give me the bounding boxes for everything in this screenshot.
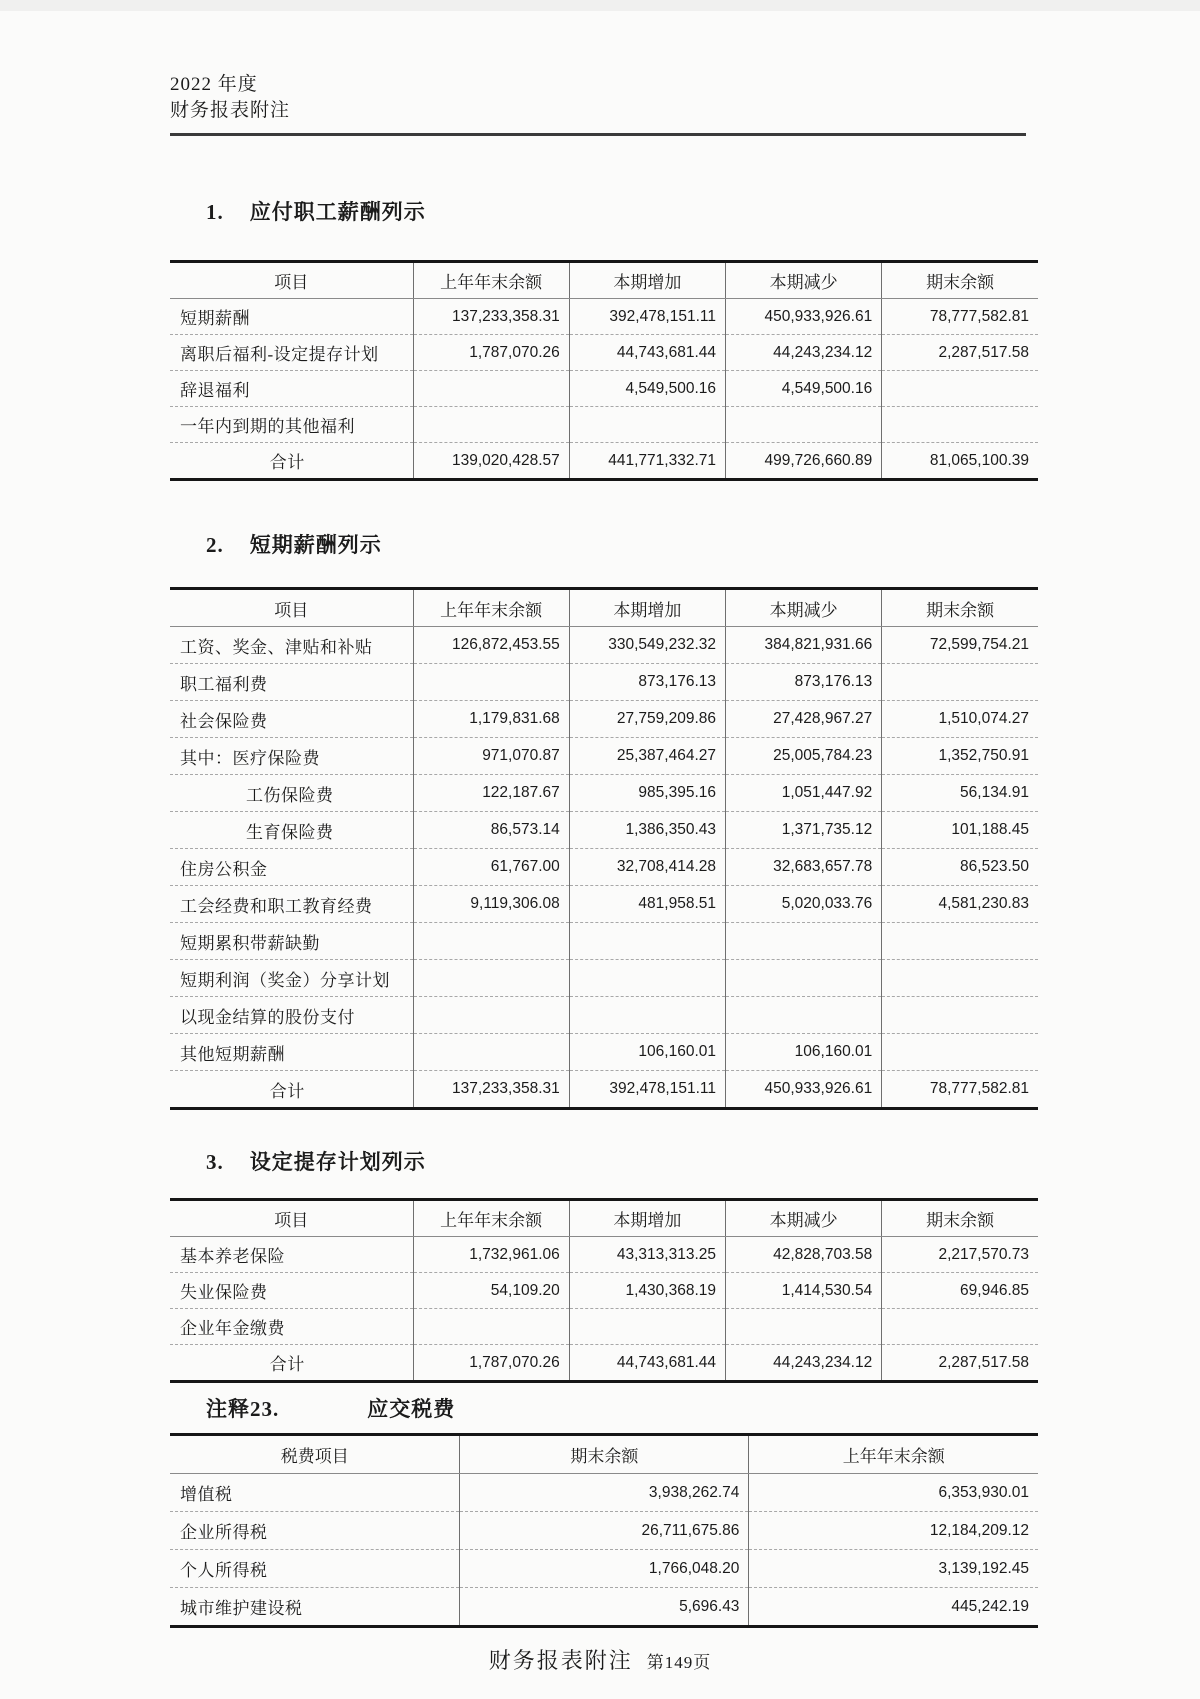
column-header: 本期增加 <box>569 589 725 627</box>
cell-value: 72,599,754.21 <box>882 627 1038 664</box>
cell-value: 5,020,033.76 <box>726 886 882 923</box>
cell-value <box>413 1309 569 1345</box>
data-table <box>170 260 1038 481</box>
cell-value <box>882 407 1038 443</box>
table-employee-compensation <box>170 260 1038 481</box>
header-row <box>170 262 1038 299</box>
cell-value: 971,070.87 <box>413 738 569 775</box>
table-row <box>170 960 1038 997</box>
table-row <box>170 701 1038 738</box>
table-row <box>170 335 1038 371</box>
table-row <box>170 627 1038 664</box>
row-label: 其他短期薪酬 <box>170 1034 413 1071</box>
cell-value <box>569 1309 725 1345</box>
page-top-edge <box>0 0 1200 11</box>
table-row <box>170 407 1038 443</box>
cell-value: 26,711,675.86 <box>460 1512 749 1550</box>
cell-value: 2,287,517.58 <box>882 1345 1038 1382</box>
cell-value: 1,414,530.54 <box>726 1273 882 1309</box>
column-header: 本期减少 <box>726 262 882 299</box>
column-header: 项目 <box>170 1200 413 1237</box>
row-label: 企业所得税 <box>170 1512 460 1550</box>
column-header: 本期增加 <box>569 262 725 299</box>
column-header: 期末余额 <box>882 1200 1038 1237</box>
cell-value: 384,821,931.66 <box>726 627 882 664</box>
cell-value <box>569 407 725 443</box>
row-label: 短期累积带薪缺勤 <box>170 923 413 960</box>
column-header: 本期增加 <box>569 1200 725 1237</box>
cell-value: 1,787,070.26 <box>413 1345 569 1382</box>
row-label: 一年内到期的其他福利 <box>170 407 413 443</box>
cell-value: 499,726,660.89 <box>726 443 882 480</box>
cell-value: 1,051,447.92 <box>726 775 882 812</box>
cell-value <box>882 960 1038 997</box>
column-header: 上年年末余额 <box>749 1435 1038 1474</box>
data-table <box>170 587 1038 1110</box>
cell-value: 32,708,414.28 <box>569 849 725 886</box>
cell-value: 44,743,681.44 <box>569 1345 725 1382</box>
cell-value: 78,777,582.81 <box>882 1071 1038 1109</box>
table-row <box>170 1474 1038 1512</box>
cell-value <box>413 923 569 960</box>
cell-value: 330,549,232.32 <box>569 627 725 664</box>
row-label: 住房公积金 <box>170 849 413 886</box>
cell-value: 78,777,582.81 <box>882 299 1038 335</box>
cell-value: 101,188.45 <box>882 812 1038 849</box>
cell-value: 9,119,306.08 <box>413 886 569 923</box>
row-label: 合计 <box>170 1345 413 1382</box>
row-label: 工资、奖金、津贴和补贴 <box>180 637 373 657</box>
cell-value: 1,352,750.91 <box>882 738 1038 775</box>
cell-value: 32,683,657.78 <box>726 849 882 886</box>
cell-value: 1,510,074.27 <box>882 701 1038 738</box>
cell-value: 441,771,332.71 <box>569 443 725 480</box>
cell-value: 86,573.14 <box>413 812 569 849</box>
column-header: 上年年末余额 <box>413 262 569 299</box>
cell-value: 137,233,358.31 <box>413 299 569 335</box>
cell-value <box>569 960 725 997</box>
row-label: 企业年金缴费 <box>170 1309 413 1345</box>
cell-value: 69,946.85 <box>882 1273 1038 1309</box>
cell-value: 1,732,961.06 <box>413 1237 569 1273</box>
row-label: 个人所得税 <box>170 1550 460 1588</box>
cell-value: 1,386,350.43 <box>569 812 725 849</box>
cell-value: 3,139,192.45 <box>749 1550 1038 1588</box>
total-row <box>170 1071 1038 1109</box>
cell-value: 4,581,230.83 <box>882 886 1038 923</box>
cell-value <box>569 997 725 1034</box>
cell-value: 1,179,831.68 <box>413 701 569 738</box>
row-label: 工伤保险费 <box>170 775 413 812</box>
cell-value: 106,160.01 <box>726 1034 882 1071</box>
row-label: 工会经费和职工教育经费 <box>170 886 413 923</box>
header-row <box>170 1435 1038 1474</box>
column-header: 项目 <box>170 262 413 299</box>
table-row <box>170 371 1038 407</box>
cell-value: 81,065,100.39 <box>882 443 1038 480</box>
row-label: 以现金结算的股份支付 <box>170 997 413 1034</box>
table-row <box>170 812 1038 849</box>
data-table <box>170 1433 1038 1628</box>
cell-value <box>726 997 882 1034</box>
doc-year-line: 2022 年度 <box>170 74 258 95</box>
cell-value: 86,523.50 <box>882 849 1038 886</box>
cell-value: 5,696.43 <box>460 1588 749 1627</box>
table-row <box>170 849 1038 886</box>
footer-title: 财务报表附注 <box>488 1648 633 1673</box>
cell-value <box>882 664 1038 701</box>
note-23-number: 注释23. <box>206 1397 280 1421</box>
column-header: 项目 <box>170 589 413 627</box>
cell-value: 445,242.19 <box>749 1588 1038 1627</box>
table-defined-contribution-plan <box>170 1198 1038 1383</box>
total-row <box>170 1345 1038 1382</box>
cell-value: 139,020,428.57 <box>413 443 569 480</box>
row-label: 失业保险费 <box>170 1273 413 1309</box>
column-header: 期末余额 <box>882 589 1038 627</box>
cell-value: 3,938,262.74 <box>460 1474 749 1512</box>
section-1-heading <box>170 196 1038 226</box>
cell-value: 106,160.01 <box>569 1034 725 1071</box>
cell-value: 392,478,151.11 <box>569 299 725 335</box>
doc-header <box>170 72 1026 136</box>
table-taxes-payable <box>170 1433 1038 1628</box>
row-label: 增值税 <box>180 1485 233 1504</box>
document-page <box>170 0 1038 1675</box>
table-row <box>170 1237 1038 1273</box>
cell-value <box>413 997 569 1034</box>
table-row <box>170 1550 1038 1588</box>
row-label: 其中：医疗保险费 <box>170 738 413 775</box>
cell-value: 61,767.00 <box>413 849 569 886</box>
cell-value: 6,353,930.01 <box>749 1474 1038 1512</box>
total-row <box>170 443 1038 480</box>
table-row <box>170 923 1038 960</box>
row-label: 短期利润（奖金）分享计划 <box>170 960 413 997</box>
cell-value <box>413 1034 569 1071</box>
cell-value <box>882 923 1038 960</box>
cell-value: 44,243,234.12 <box>726 1345 882 1382</box>
table-row <box>170 1034 1038 1071</box>
cell-value <box>569 923 725 960</box>
cell-value: 2,217,570.73 <box>882 1237 1038 1273</box>
table-row <box>170 1588 1038 1627</box>
section-1-number: 1. <box>206 200 224 224</box>
header-row <box>170 1200 1038 1237</box>
cell-value: 2,287,517.58 <box>882 335 1038 371</box>
row-label: 基本养老保险 <box>180 1247 285 1266</box>
table-row <box>170 1309 1038 1345</box>
table-row <box>170 664 1038 701</box>
cell-value <box>413 371 569 407</box>
cell-value: 1,430,368.19 <box>569 1273 725 1309</box>
cell-value <box>726 923 882 960</box>
row-label: 城市维护建设税 <box>170 1588 460 1627</box>
row-label: 合计 <box>170 443 413 480</box>
page-footer <box>0 1644 1200 1675</box>
table-row <box>170 886 1038 923</box>
table-row <box>170 738 1038 775</box>
section-3-number: 3. <box>206 1150 224 1174</box>
cell-value: 126,872,453.55 <box>413 627 569 664</box>
section-2-heading <box>170 529 1038 559</box>
section-3-heading <box>170 1146 1038 1176</box>
table-row <box>170 1512 1038 1550</box>
cell-value <box>882 997 1038 1034</box>
column-header: 上年年末余额 <box>413 589 569 627</box>
cell-value <box>413 407 569 443</box>
cell-value: 481,958.51 <box>569 886 725 923</box>
cell-value <box>413 664 569 701</box>
table-row <box>170 1273 1038 1309</box>
data-table <box>170 1198 1038 1383</box>
cell-value: 56,134.91 <box>882 775 1038 812</box>
cell-value: 873,176.13 <box>569 664 725 701</box>
cell-value: 450,933,926.61 <box>726 299 882 335</box>
footer-page-number: 第149页 <box>646 1653 712 1672</box>
cell-value: 122,187.67 <box>413 775 569 812</box>
cell-value: 44,743,681.44 <box>569 335 725 371</box>
cell-value: 137,233,358.31 <box>413 1071 569 1109</box>
cell-value: 392,478,151.11 <box>569 1071 725 1109</box>
cell-value <box>882 1309 1038 1345</box>
cell-value: 43,313,313.25 <box>569 1237 725 1273</box>
cell-value <box>726 407 882 443</box>
cell-value <box>882 371 1038 407</box>
table-row <box>170 997 1038 1034</box>
cell-value: 27,759,209.86 <box>569 701 725 738</box>
row-label: 辞退福利 <box>170 371 413 407</box>
row-label: 生育保险费 <box>170 812 413 849</box>
cell-value: 27,428,967.27 <box>726 701 882 738</box>
note-23-title: 应交税费 <box>367 1397 456 1421</box>
cell-value: 25,387,464.27 <box>569 738 725 775</box>
cell-value: 1,766,048.20 <box>460 1550 749 1588</box>
cell-value: 54,109.20 <box>413 1273 569 1309</box>
section-2-number: 2. <box>206 533 224 557</box>
row-label: 职工福利费 <box>170 664 413 701</box>
section-1-title: 应付职工薪酬列示 <box>249 200 426 224</box>
column-header: 期末余额 <box>882 262 1038 299</box>
doc-title-line: 财务报表附注 <box>170 100 291 121</box>
header-row <box>170 589 1038 627</box>
column-header: 本期减少 <box>726 1200 882 1237</box>
cell-value: 4,549,500.16 <box>569 371 725 407</box>
cell-value: 12,184,209.12 <box>749 1512 1038 1550</box>
cell-value <box>726 960 882 997</box>
note-23-heading <box>170 1393 1038 1423</box>
cell-value: 44,243,234.12 <box>726 335 882 371</box>
table-row <box>170 775 1038 812</box>
cell-value: 4,549,500.16 <box>726 371 882 407</box>
section-3-title: 设定提存计划列示 <box>249 1150 426 1174</box>
cell-value: 873,176.13 <box>726 664 882 701</box>
column-header: 税费项目 <box>170 1435 460 1474</box>
table-short-term-compensation <box>170 587 1038 1110</box>
row-label: 合计 <box>170 1071 413 1109</box>
cell-value: 42,828,703.58 <box>726 1237 882 1273</box>
cell-value: 25,005,784.23 <box>726 738 882 775</box>
cell-value: 450,933,926.61 <box>726 1071 882 1109</box>
column-header: 上年年末余额 <box>413 1200 569 1237</box>
table-row <box>170 299 1038 335</box>
cell-value: 1,787,070.26 <box>413 335 569 371</box>
cell-value <box>882 1034 1038 1071</box>
cell-value <box>726 1309 882 1345</box>
cell-value: 1,371,735.12 <box>726 812 882 849</box>
row-label: 离职后福利-设定提存计划 <box>170 335 413 371</box>
column-header: 本期减少 <box>726 589 882 627</box>
section-2-title: 短期薪酬列示 <box>249 533 382 557</box>
row-label: 短期薪酬 <box>180 309 250 328</box>
cell-value: 985,395.16 <box>569 775 725 812</box>
row-label: 社会保险费 <box>170 701 413 738</box>
column-header: 期末余额 <box>460 1435 749 1474</box>
cell-value <box>413 960 569 997</box>
